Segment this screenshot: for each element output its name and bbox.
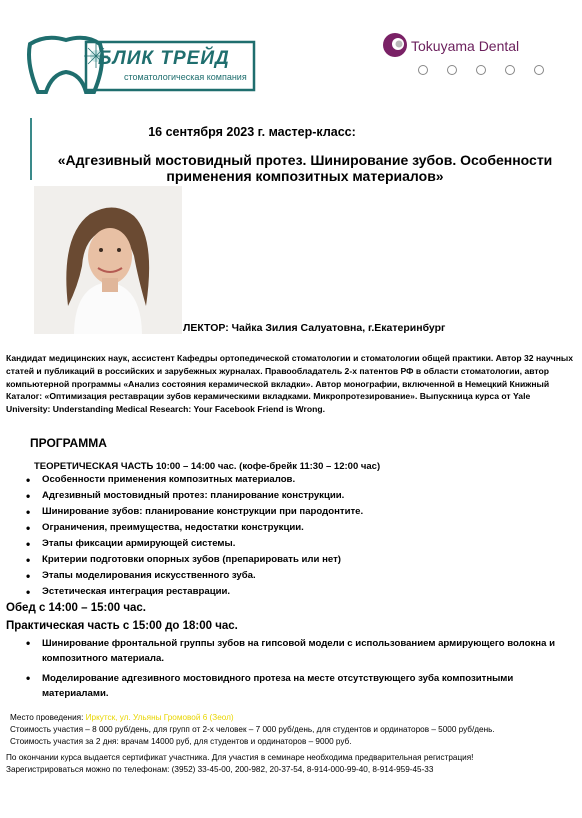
- registration-block: [6, 752, 576, 776]
- list-item: • Этапы моделирования искусственного зуба.: [22, 568, 562, 584]
- decorative-dots: [418, 65, 544, 75]
- list-item: • Ограничения, преимущества, недостатки конструкции.: [22, 520, 562, 536]
- dot-icon: [447, 65, 457, 75]
- list-item: • Эстетическая интеграция реставрации.: [22, 584, 562, 600]
- list-item: • Моделирование адгезивного мостовидного протеза на месте отсутствующего зуба композитными материалами.: [22, 671, 570, 701]
- venue-line: [10, 712, 576, 724]
- price-line: Стоимость участия за 2 дня: врачам 14000 руб, для студентов и ординаторов – 9000 руб.: [10, 737, 352, 747]
- lecturer-photo: [34, 186, 182, 334]
- info-block: [10, 712, 576, 749]
- practice-heading: Практическая часть с 15:00 до 18:00 час.: [6, 620, 238, 632]
- list-item: • Шинирование фронтальной группы зубов на гипсовой модели с использованием армирующего волокна и композитного материала.: [22, 636, 570, 666]
- blik-logo-name: БЛИК ТРЕЙД: [98, 48, 230, 69]
- lecturer-line: ЛЕКТОР: Чайка Зилия Салуатовна, г.Екатеринбург: [183, 322, 446, 334]
- dot-icon: [534, 65, 544, 75]
- course-title: «Адгезивный мостовидный протез. Шинирование зубов. Особенности применения композитных материалов»: [57, 152, 553, 184]
- list-item: • Особенности применения композитных материалов.: [22, 472, 562, 488]
- venue-value: Иркутск, ул. Ульяны Громовой 6 (Зеол): [85, 713, 234, 722]
- list-item: • Этапы фиксации армирующей системы.: [22, 536, 562, 552]
- dot-icon: [505, 65, 515, 75]
- theory-heading: ТЕОРЕТИЧЕСКАЯ ЧАСТЬ 10:00 – 14:00 час. (кофе-брейк 11:30 – 12:00 час): [34, 461, 381, 472]
- venue-label: Место проведения:: [10, 713, 86, 722]
- event-date: 16 сентября 2023 г. мастер-класс:: [148, 125, 356, 139]
- tokuyama-logo-name: Tokuyama Dental: [411, 38, 520, 54]
- theory-list: [22, 472, 562, 600]
- list-item: • Критерии подготовки опорных зубов (препарировать или нет): [22, 552, 562, 568]
- price-line: Стоимость участия – 8 000 руб/день, для групп от 2-х человек – 7 000 руб/день, для студентов и ординаторов – 5000 руб/день.: [10, 725, 495, 735]
- lecturer-bio: Кандидат медицинских наук, ассистент Кафедры ортопедической стоматологии и стоматологии общей практики. Автор 32 научных статей и публикаций в российских и зарубежных журналах. Правообладатель 2-х патентов РФ в области стоматологии, автор компьютерной программы «Анализ состояния керамической вкладки». Автор монографии, включенной в Немецкий Книжный Каталог: «Оптимизация реставрации зубов керамическими вкладками. Микропротезирование». Выпускница курса от Yale University: Understanding Medical Research: Your Facebook Friend is Wrong.: [6, 353, 574, 415]
- list-item: • Шинирование зубов: планирование конструкции при пародонтите.: [22, 504, 562, 520]
- certificate-note: По окончании курса выдается сертификат участника. Для участия в семинаре необходима предварительная регистрация!: [6, 753, 474, 762]
- list-item: • Адгезивный мостовидный протез: планирование конструкции.: [22, 488, 562, 504]
- practice-list: [22, 636, 570, 706]
- blik-logo-subtitle: стоматологическая компания: [124, 72, 247, 82]
- dot-icon: [418, 65, 428, 75]
- program-heading: ПРОГРАММА: [30, 436, 107, 450]
- registration-phones: Зарегистрироваться можно по телефонам: (3952) 33-45-00, 200-982, 20-37-54, 8-914-000-99-40, 8-914-959-45-33: [6, 765, 434, 775]
- dot-icon: [476, 65, 486, 75]
- lunch-break: Обед с 14:00 – 15:00 час.: [6, 602, 146, 614]
